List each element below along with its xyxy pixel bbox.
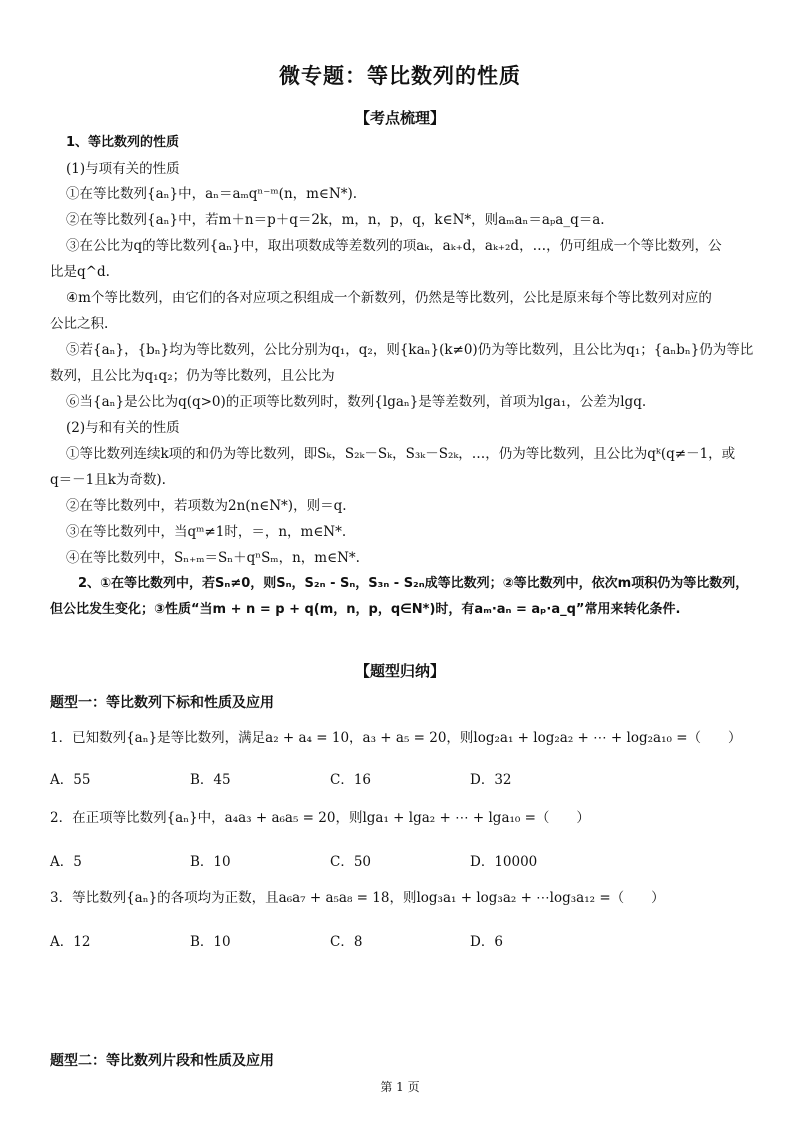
option-c[interactable]: C．16 xyxy=(330,772,372,788)
question-2: 2．在正项等比数列{aₙ}中，a₄a₃ + a₆a₅ = 20，则lga₁ + lga₂ + ⋯ + lga₁₀ =（ ） xyxy=(50,810,590,826)
property-item-1: ①在等比数列{aₙ}中，aₙ＝aₘqⁿ⁻ᵐ(n，m∈N*). xyxy=(66,186,358,202)
option-d[interactable]: D．10000 xyxy=(470,854,538,870)
property-item-4-line1: ④m个等比数列，由它们的各对应项之积组成一个新数列，仍然是等比数列，公比是原来每个等比数列对应的 xyxy=(66,290,712,306)
option-d[interactable]: D．6 xyxy=(470,934,503,950)
subheading-sum-properties: (2)与和有关的性质 xyxy=(66,420,180,436)
summary-line2: 但公比发生变化；③性质“当m + n = p + q(m，n，p，q∈N*)时，有aₘ·aₙ = aₚ·a_q”常用来转化条件. xyxy=(50,602,681,617)
property-item-5-line1: ⑤若{aₙ}，{bₙ}均为等比数列，公比分别为q₁，q₂，则{kaₙ}(k≠0)仍为等比数列，且公比为q₁；{aₙbₙ}仍为等比 xyxy=(66,342,754,358)
option-b[interactable]: B．10 xyxy=(190,854,231,870)
page-title: 微专题：等比数列的性质 xyxy=(279,64,521,88)
section-heading-question-types: 【题型归纳】 xyxy=(354,662,445,680)
question-type-2-heading: 题型二：等比数列片段和性质及应用 xyxy=(50,1053,274,1069)
property-item-6: ⑥当{aₙ}是公比为q(q>0)的正项等比数列时，数列{lgaₙ}是等差数列，首项为lga₁，公差为lgq. xyxy=(66,394,647,410)
option-c[interactable]: C．50 xyxy=(330,854,372,870)
option-b[interactable]: B．45 xyxy=(190,772,231,788)
question-type-1-heading: 题型一：等比数列下标和性质及应用 xyxy=(50,695,274,711)
sum-item-2: ②在等比数列中，若项数为2n(n∈N*)，则＝q. xyxy=(66,498,347,514)
sum-item-1-line2: q＝－1且k为奇数). xyxy=(50,472,166,488)
property-item-5-line2: 数列，且公比为q₁q₂；仍为等比数列，且公比为 xyxy=(50,368,335,384)
sum-item-1-line1: ①等比数列连续k项的和仍为等比数列，即Sₖ，S₂ₖ－Sₖ，S₃ₖ－S₂ₖ，…，仍为等比数列，且公比为qᵏ(q≠－1，或 xyxy=(66,446,736,462)
property-item-3-line2: 比是q^d. xyxy=(50,264,110,280)
property-item-3-line1: ③在公比为q的等比数列{aₙ}中，取出项数成等差数列的项aₖ，aₖ₊d，aₖ₊₂d，…，仍可组成一个等比数列，公 xyxy=(66,238,722,254)
option-a[interactable]: A．12 xyxy=(50,934,91,950)
question-1: 1．已知数列{aₙ}是等比数列，满足a₂ + a₄ = 10，a₃ + a₅ = 20，则log₂a₁ + log₂a₂ + ⋯ + log₂a₁₀ =（ ） xyxy=(50,730,742,746)
question-3-options xyxy=(50,930,750,950)
property-item-2: ②在等比数列{aₙ}中，若m＋n＝p＋q＝2k，m，n，p，q，k∈N*，则aₘaₙ＝aₚa_q＝a. xyxy=(66,212,605,228)
page-number: 第 1 页 xyxy=(380,1080,420,1094)
summary-line1: 2、①在等比数列中，若Sₙ≠0，则Sₙ，S₂ₙ - Sₙ，S₃ₙ - S₂ₙ成等比数列；②等比数列中，依次m项积仍为等比数列， xyxy=(78,576,749,591)
option-d[interactable]: D．32 xyxy=(470,772,512,788)
question-1-options xyxy=(50,768,750,788)
sum-item-3: ③在等比数列中，当qᵐ≠1时，＝，n，m∈N*. xyxy=(66,524,347,540)
option-b[interactable]: B．10 xyxy=(190,934,231,950)
sum-item-4: ④在等比数列中，Sₙ₊ₘ＝Sₙ＋qⁿSₘ，n，m∈N*. xyxy=(66,550,360,566)
option-a[interactable]: A．5 xyxy=(50,854,82,870)
heading-properties: 1、等比数列的性质 xyxy=(66,135,180,150)
property-item-4-line2: 公比之积. xyxy=(50,316,109,332)
subheading-term-properties: (1)与项有关的性质 xyxy=(66,161,180,177)
option-a[interactable]: A．55 xyxy=(50,772,91,788)
question-2-options xyxy=(50,850,750,870)
section-heading-key-points: 【考点梳理】 xyxy=(354,109,445,127)
option-c[interactable]: C．8 xyxy=(330,934,363,950)
question-3: 3．等比数列{aₙ}的各项均为正数，且a₆a₇ + a₅a₈ = 18，则log₃a₁ + log₃a₂ + ⋯log₃a₁₂ =（ ） xyxy=(50,890,665,906)
